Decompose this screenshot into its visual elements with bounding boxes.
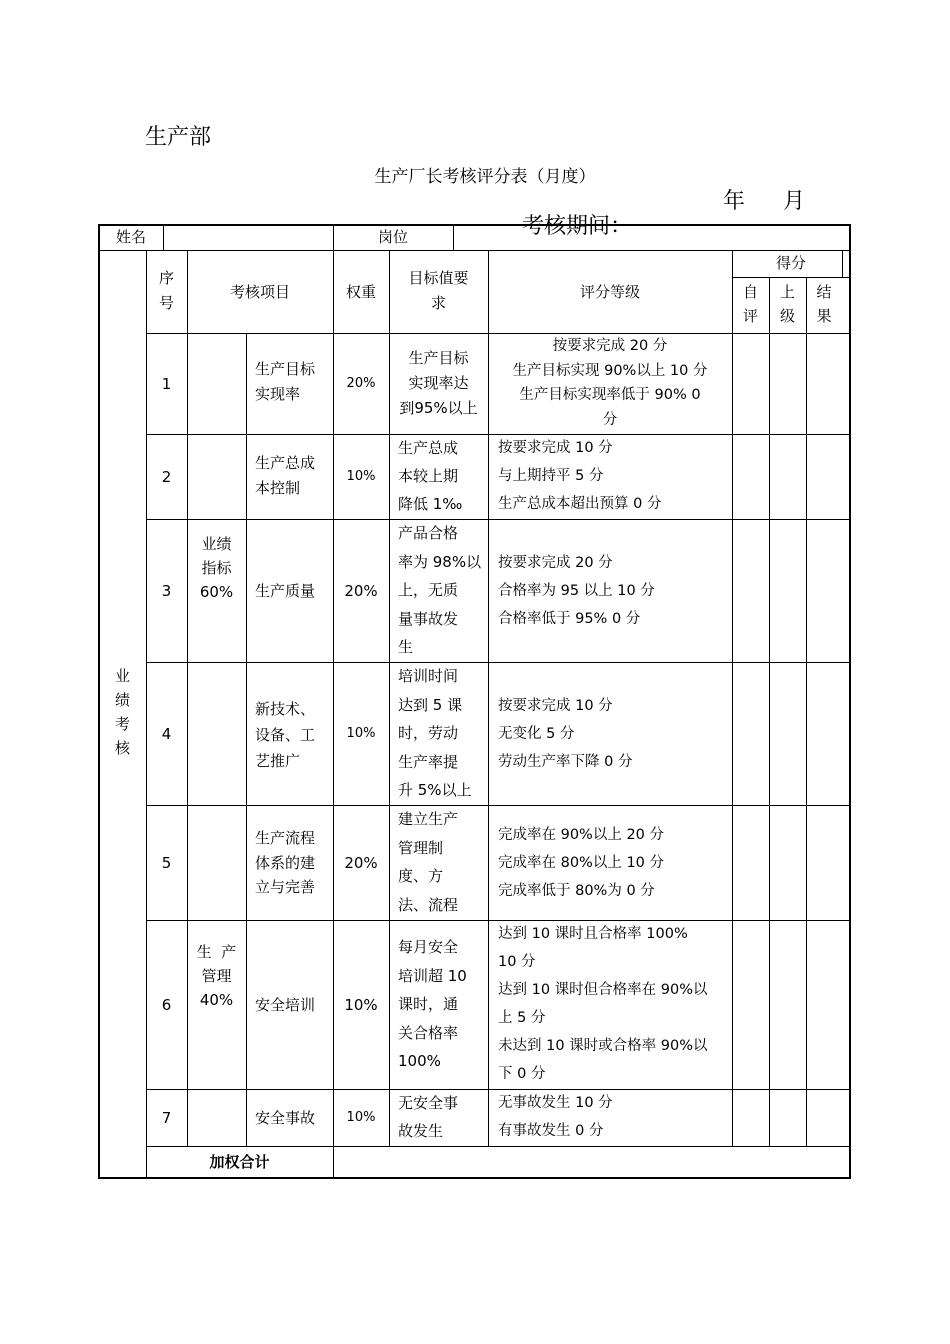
row-1-weight: 20% <box>346 376 376 391</box>
score-header: 得分 <box>775 254 806 272</box>
row-1-grade: 按要求完成 20 分 生产目标实现 90%以上 10 分 生产目标实现率低于 90% 0 分 <box>512 338 708 428</box>
row-3-grade: 按要求完成 20 分 合格率为 95 以上 10 分 合格率低于 95% 0 分 <box>498 555 655 627</box>
row-5-target: 建立生产 管理制 度、方 法、流程 <box>398 810 459 914</box>
row-3-no: 3 <box>161 582 172 600</box>
row-7-grade: 无事故发生 10 分 有事故发生 0 分 <box>498 1095 613 1139</box>
row-2-no: 2 <box>161 468 172 486</box>
grade-header: 评分等级 <box>579 283 640 301</box>
row-4-no: 4 <box>161 725 172 743</box>
row-1-item: 生产目标 实现率 <box>255 360 316 403</box>
name-label: 姓名 <box>115 228 146 246</box>
row-1-target: 生产目标 实现率达 到95%以上 <box>399 349 478 417</box>
target-header: 目标值要 求 <box>408 269 469 312</box>
row-4-target: 培训时间 达到 5 课 时，劳动 生产率提 升 5%以上 <box>398 667 472 799</box>
self-score-header: 自 评 <box>742 283 758 325</box>
position-label: 岗位 <box>377 228 408 246</box>
group-label-management: 生 产 管理 40% <box>196 943 237 1009</box>
month-label: 月 <box>783 189 806 214</box>
row-5-no: 5 <box>161 854 172 872</box>
year-label: 年 <box>723 189 746 214</box>
weighted-total-label: 加权合计 <box>209 1153 270 1171</box>
row-2-item: 生产总成 本控制 <box>255 454 316 497</box>
row-2-target: 生产总成 本较上期 降低 1‰ <box>398 439 463 513</box>
form-title: 生产厂长考核评分表（月度） <box>374 167 596 187</box>
row-7-target: 无安全事 故发生 <box>398 1094 459 1140</box>
row-7-item: 安全事故 <box>255 1109 316 1127</box>
row-5-item: 生产流程 体系的建 立与完善 <box>255 829 316 896</box>
row-4-grade: 按要求完成 10 分 无变化 5 分 劳动生产率下降 0 分 <box>498 698 633 770</box>
weighted-total-value[interactable] <box>334 1147 844 1177</box>
row-4-item: 新技术、 设备、工 艺推广 <box>255 700 316 770</box>
row-2-weight: 10% <box>346 469 376 484</box>
weight-header: 权重 <box>345 283 376 301</box>
row-5-weight: 20% <box>344 854 378 872</box>
superior-score-header: 上 级 <box>779 283 795 325</box>
row-3-target: 产品合格 率为 98%以 上，无质 量事故发 生 <box>398 524 482 656</box>
row-6-item: 安全培训 <box>255 996 316 1014</box>
row-6-target: 每月安全 培训超 10 课时，通 关合格率 100% <box>398 938 467 1070</box>
row-7-no: 7 <box>161 1109 172 1127</box>
row-6-weight: 10% <box>344 996 378 1014</box>
seq-header: 序 号 <box>158 269 174 312</box>
department-title: 生产部 <box>145 125 212 150</box>
row-1-no: 1 <box>161 375 172 393</box>
row-6-no: 6 <box>161 996 172 1014</box>
section-label: 业 绩 考 核 <box>114 667 130 757</box>
item-header: 考核项目 <box>229 283 290 301</box>
row-3-weight: 20% <box>344 582 378 600</box>
position-field[interactable] <box>454 226 844 249</box>
row-5-grade: 完成率在 90%以上 20 分 完成率在 80%以上 10 分 完成率低于 80%为 0 分 <box>498 827 665 899</box>
row-3-item: 生产质量 <box>255 582 316 600</box>
row-2-grade: 按要求完成 10 分 与上期持平 5 分 生产总成本超出预算 0 分 <box>498 440 662 512</box>
result-score-header: 结 果 <box>816 283 832 325</box>
row-6-grade: 达到 10 课时且合格率 100% 10 分 达到 10 课时但合格率在 90%以 上 5 分 未达到 10 课时或合格率 90%以 下 0 分 <box>498 926 708 1082</box>
row-7-weight: 10% <box>346 1110 376 1125</box>
name-field[interactable] <box>164 226 332 249</box>
group-label-performance: 业绩 指标 60% <box>199 535 234 601</box>
period-label: 考核期间： <box>522 214 633 239</box>
row-4-weight: 10% <box>346 726 376 741</box>
